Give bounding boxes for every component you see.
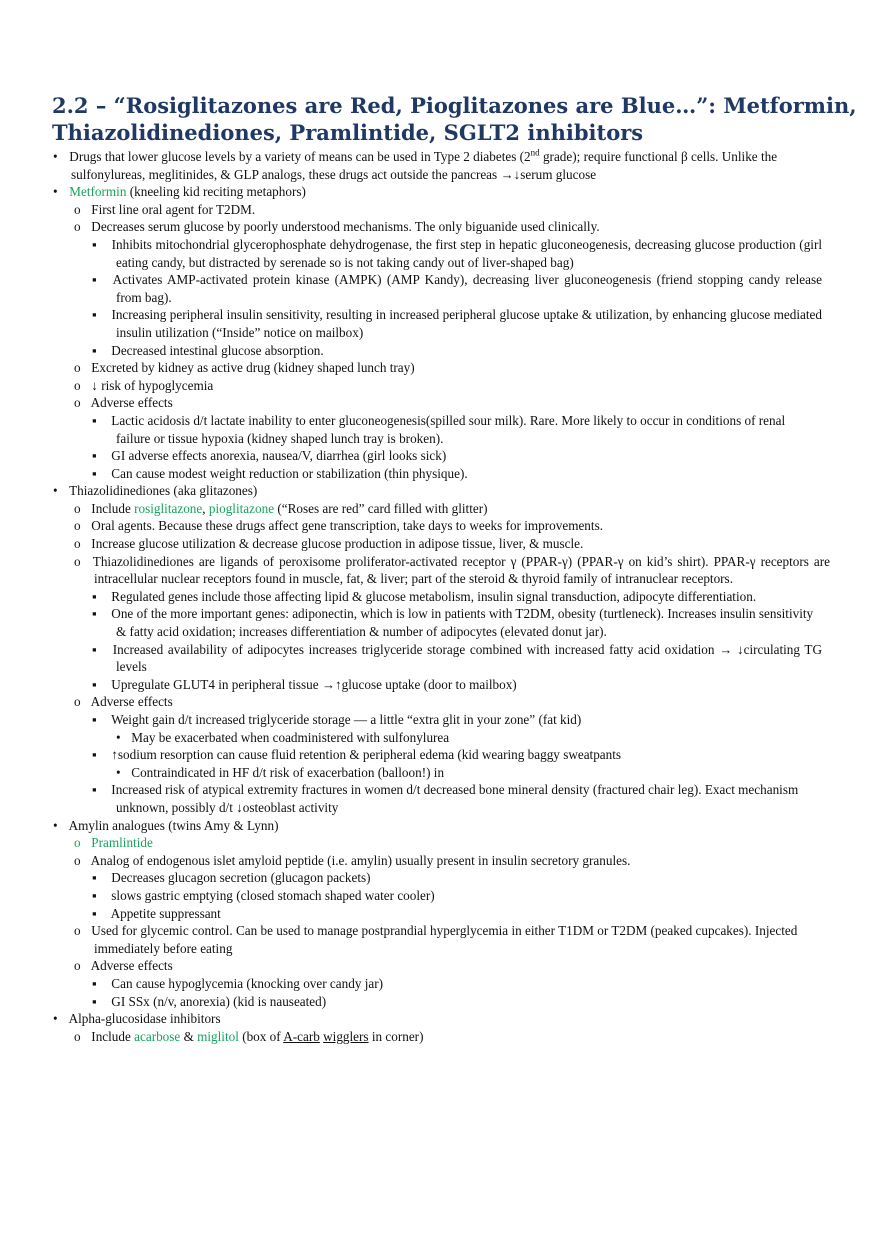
tzd-increase-text: Increase glucose utilization & decrease glucose production in adipose tissue, liver, & muscle. [91,536,584,552]
tzd-weight-subitem: • May be exacerbated when coadministered with sulfonylurea [116,729,450,745]
metformin-mechanism-text: Decreases serum glucose by poorly understood mechanisms. The only biguanide used clinically. [91,219,600,235]
tzd-adverse-label: Adverse effects [90,694,173,710]
amylin-effect-text: Decreases glucagon secretion (glucagon packets) [111,870,371,886]
metformin-mech-text: Increasing peripheral insulin sensitivity, resulting in increased peripheral glucose uptake & utilization, by enhancing glucose mediated insulin utilization (“Inside” notice on mailbox) [111,307,822,340]
tzd-ligands-text: Thiazolidinediones are ligands of peroxisome proliferator-activated receptor γ (PPAR-γ) (PPAR-γ on kid’s shirt). PPAR-γ receptors are intracellular nuclear receptors found in muscle, fat, & liver; part of the steroid & thyroid family of intranuclear receptors. [92,553,831,587]
tzd-adverse-sodium: ▪ ↑sodium resorption can cause fluid retention & peripheral edema (kid wearing baggy sweatpants [92,747,622,763]
metformin-adverse-item: ▪ GI adverse effects anorexia, nausea/V, diarrhea (girl looks sick) [92,448,447,464]
tzd-adverse-heading: o Adverse effects [74,694,173,710]
amylin-adverse-label: Adverse effects [90,958,173,974]
amylin-analog: o Analog of endogenous islet amyloid peptide (i.e. amylin) usually present in insulin secretory granules. [74,852,631,868]
intro-superscript: nd [530,147,540,158]
amylin-adverse-text: GI SSx (n/v, anorexia) (kid is nauseated) [111,993,327,1009]
tzd-gene-item: ▪ Increased availability of adipocytes increases triglyceride storage combined with increased fatty acid oxidation → ↓circulating TG levels [92,641,822,675]
tzd-fracture-text: Increased risk of atypical extremity fractures in women d/t decreased bone mineral density (fractured chair leg). Exact mechanism unknown, possibly d/t ↓osteoblast activity [111,782,799,815]
pramlintide-drug-name: Pramlintide [91,835,153,851]
section-heading-line-2: Thiazolidinediones, Pramlintide, SGLT2 inhibitors [52,120,644,145]
metformin-excretion: o Excreted by kidney as active drug (kidney shaped lunch tray) [74,360,415,376]
tzd-weight-sub-text: May be exacerbated when coadministered with sulfonylurea [131,729,450,745]
agi-paren-close: in corner) [368,1028,424,1044]
metformin-adverse-text: Lactic acidosis d/t lactate inability to enter gluconeogenesis(spilled sour milk). Rare. More likely to occur in conditions of renal failure or tissue hypoxia (kidney shaped lunch tray is broken). [111,412,786,446]
tzd-increase: o Increase glucose utilization & decrease glucose production in adipose tissue, liver, & muscle. [74,536,584,552]
amylin-adverse-item: ▪ Can cause hypoglycemia (knocking over candy jar) [92,975,384,991]
section-heading-line-1: 2.2 – “Rosiglitazones are Red, Pioglitazones are Blue…”: Metformin, [52,93,857,118]
tzd-heading: Thiazolidinediones (aka glitazones) [69,483,258,499]
tzd-sodium-text: ↑sodium resorption can cause fluid retention & peripheral edema (kid wearing baggy sweatpants [111,747,622,763]
amylin-analog-text: Analog of endogenous islet amyloid peptide (i.e. amylin) usually present in insulin secretory granules. [90,852,631,868]
tzd-adverse-fracture: ▪ Increased risk of atypical extremity fractures in women d/t decreased bone mineral density (fractured chair leg). Exact mechanism unknown, possibly d/t ↓osteoblast activity [92,782,799,815]
agi-paren-open: (box of [238,1028,284,1044]
intro-bullet: • Drugs that lower glucose levels by a variety of means can be used in Type 2 diabetes (2nd grade); require functional β cells. Unlike the sulfonylureas, meglitinides, & GLP analogs, these drugs act outside the pancreas →↓serum glucose [53,147,778,182]
tzd-adverse-weight: ▪ Weight gain d/t increased triglyceride storage — a little “extra glit in your zone” (fat kid) [92,712,582,727]
metformin-mnemonic: (kneeling kid reciting metaphors) [126,184,306,200]
tzd-comma: , [202,500,209,516]
metformin-mechanism: o Decreases serum glucose by poorly understood mechanisms. The only biguanide used clinically. [74,219,600,235]
acarbose-drug-name: acarbose [134,1028,181,1044]
tzd-include-prefix: Include [91,500,135,516]
tzd-gene-text: One of the more important genes: adiponectin, which is low in patients with T2DM, obesity (turtleneck). Increases insulin sensitivity & fatty acid oxidation; increases differentiation & number of adipocytes (elevated donut jar). [111,606,814,640]
amylin-effect-item: ▪ slows gastric emptying (closed stomach shaped water cooler) [92,887,435,903]
tzd-gene-item: ▪ Regulated genes include those affecting lipid & glucose metabolism, insulin signal transduction, adipocyte differentiation. [92,588,757,604]
wigglers-mnemonic: wigglers [323,1028,369,1044]
metformin-hypoglycemia: o ↓ risk of hypoglycemia [74,377,214,393]
tzd-sodium-sub-text: Contraindicated in HF d/t risk of exacerbation (balloon!) in [131,764,445,780]
tzd-include-mnemonic: (“Roses are red” card filled with glitter) [274,500,488,516]
tzd-bullet: • Thiazolidinediones (aka glitazones) [53,483,258,499]
metformin-mech-text: Inhibits mitochondrial glycerophosphate dehydrogenase, the first step in hepatic gluconeogenesis, decreasing glucose production (girl eating candy, but distracted by serenade so is not taking candy out of liver-shaped bag) [111,236,823,270]
rosiglitazone-drug-name: rosiglitazone [134,500,203,516]
tzd-gene-text: Increased availability of adipocytes increases triglyceride storage combined with increased fatty acid oxidation → ↓circulating TG levels [112,641,822,675]
metformin-hypoglycemia-text: ↓ risk of hypoglycemia [91,377,214,393]
tzd-oral: o Oral agents. Because these drugs affect gene transcription, take days to weeks for improvements. [74,518,603,534]
agi-bullet: • Alpha-glucosidase inhibitors [53,1011,221,1027]
metformin-mech-text: Decreased intestinal glucose absorption. [111,342,324,358]
intro-text-a: Drugs that lower glucose levels by a variety of means can be used in Type 2 diabetes (2 [69,149,531,164]
amylin-adverse-text: Can cause hypoglycemia (knocking over candy jar) [111,975,384,991]
amylin-adverse-heading: o Adverse effects [74,958,173,974]
metformin-mech-item: ▪ Decreased intestinal glucose absorption. [92,342,324,358]
amylin-glycemic: o Used for glycemic control. Can be used to manage postprandial hyperglycemia in either T1DM or T2DM (peaked cupcakes). Injected immediately before eating [74,923,798,956]
metformin-mech-text: Activates AMP-activated protein kinase (AMPK) (AMP Kandy), decreasing liver gluconeogenesis (friend stopping candy release from bag). [112,272,822,305]
metformin-first-line-text: First line oral agent for T2DM. [91,201,256,217]
agi-include: o Include acarbose & miglitol (box of A-carb wigglers in corner) [74,1028,424,1044]
metformin-bullet: • Metformin (kneeling kid reciting metaphors) [53,184,306,200]
tzd-include: o Include rosiglitazone, pioglitazone (“Roses are red” card filled with glitter) [74,500,488,516]
agi-include-prefix: Include [91,1028,135,1044]
metformin-mech-item: ▪ Activates AMP-activated protein kinase (AMPK) (AMP Kandy), decreasing liver gluconeogenesis (friend stopping candy release from bag). [92,272,822,305]
amylin-bullet: • Amylin analogues (twins Amy & Lynn) [53,817,279,833]
tzd-gene-item: ▪ One of the more important genes: adiponectin, which is low in patients with T2DM, obesity (turtleneck). Increases insulin sensitivity & fatty acid oxidation; increases differentiation & number of adipocytes (elevated donut jar). [92,606,814,640]
metformin-adverse-label: Adverse effects [90,395,173,411]
tzd-oral-text: Oral agents. Because these drugs affect gene transcription, take days to weeks for improvements. [91,518,603,534]
amylin-heading: Amylin analogues (twins Amy & Lynn) [68,817,279,833]
agi-ampersand: & [180,1028,198,1044]
pioglitazone-drug-name: pioglitazone [208,500,275,516]
pramlintide-item: o Pramlintide [74,835,153,851]
amylin-glycemic-text: Used for glycemic control. Can be used to manage postprandial hyperglycemia in either T1DM or T2DM (peaked cupcakes). Injected immediately before eating [91,923,798,956]
metformin-mech-item: ▪ Inhibits mitochondrial glycerophosphate dehydrogenase, the first step in hepatic gluconeogenesis, decreasing glucose production (girl eating candy, but distracted by serenade so is not taking candy out of liver-shaped bag) [92,236,823,270]
metformin-first-line: o First line oral agent for T2DM. [74,201,256,217]
amylin-effect-item: ▪ Appetite suppressant [92,905,221,921]
metformin-adverse-item: ▪ Lactic acidosis d/t lactate inability to enter gluconeogenesis(spilled sour milk). Rare. More likely to occur in conditions of renal failure or tissue hypoxia (kidney shaped lunch tray is broken). [92,412,786,446]
amylin-effect-text: slows gastric emptying (closed stomach shaped water cooler) [111,887,435,903]
tzd-gene-text: Upregulate GLUT4 in peripheral tissue →↑glucose uptake (door to mailbox) [111,676,517,692]
tzd-gene-item: ▪ Upregulate GLUT4 in peripheral tissue →↑glucose uptake (door to mailbox) [92,676,517,692]
metformin-adverse-text: GI adverse effects anorexia, nausea/V, diarrhea (girl looks sick) [111,448,447,464]
intro-text-b: grade); require functional β cells. Unlike the sulfonylureas, meglitinides, & GLP analogs, these drugs act outside the pancreas →↓serum glucose [71,149,778,182]
metformin-drug-name: Metformin [69,184,127,200]
agi-heading: Alpha-glucosidase inhibitors [68,1011,221,1027]
metformin-adverse-heading: o Adverse effects [74,395,173,411]
miglitol-drug-name: miglitol [197,1028,239,1044]
amylin-effect-item: ▪ Decreases glucagon secretion (glucagon packets) [92,870,371,886]
metformin-mech-item: ▪ Increasing peripheral insulin sensitivity, resulting in increased peripheral glucose uptake & utilization, by enhancing glucose mediated insulin utilization (“Inside” notice on mailbox) [92,307,822,340]
metformin-excretion-text: Excreted by kidney as active drug (kidney shaped lunch tray) [91,360,415,376]
section-heading [52,92,857,146]
notes-outline [0,148,880,1045]
tzd-sodium-subitem: • Contraindicated in HF d/t risk of exacerbation (balloon!) in [116,764,445,780]
metformin-adverse-text: Can cause modest weight reduction or stabilization (thin physique). [111,465,468,481]
tzd-ligands: o Thiazolidinediones are ligands of peroxisome proliferator-activated receptor γ (PPAR-γ) (PPAR-γ on kid’s shirt). PPAR-γ receptors are intracellular nuclear receptors found in muscle, fat, & liver; part of the steroid & thyroid family of intranuclear receptors. [74,553,831,587]
tzd-weight-text: Weight gain d/t increased triglyceride storage — a little “extra glit in your zone” (fat kid) [111,712,582,727]
tzd-gene-text: Regulated genes include those affecting lipid & glucose metabolism, insulin signal transduction, adipocyte differentiation. [111,588,757,604]
amylin-adverse-item: ▪ GI SSx (n/v, anorexia) (kid is nauseated) [92,993,327,1009]
metformin-adverse-item: ▪ Can cause modest weight reduction or stabilization (thin physique). [92,465,468,481]
acarb-mnemonic: A-carb [283,1028,320,1044]
amylin-effect-text: Appetite suppressant [110,905,221,921]
